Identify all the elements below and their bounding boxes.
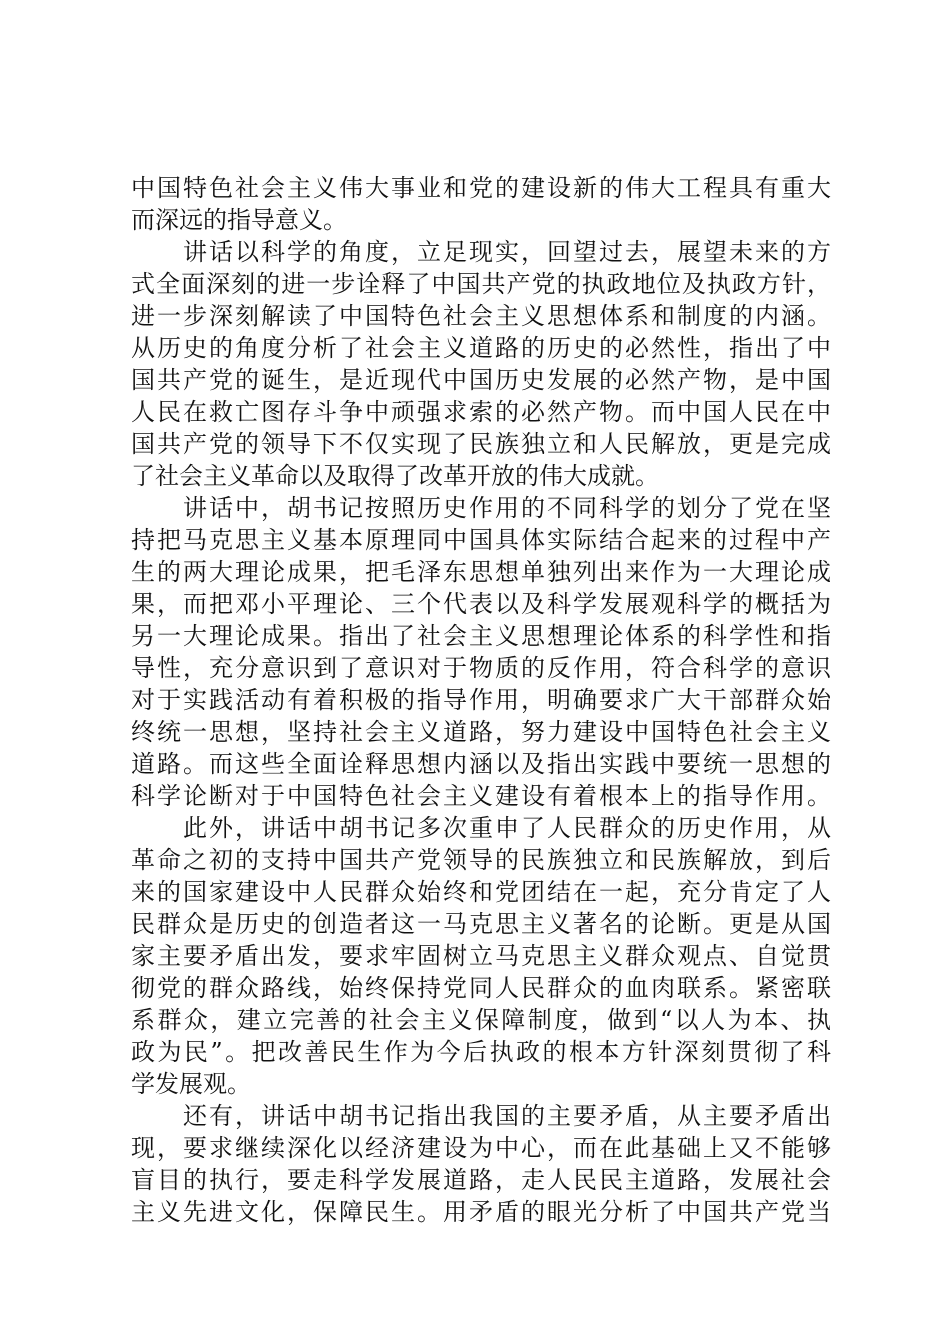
text-line: 政为民”。把改善民生作为今后执政的根本方针深刻贯彻了科 xyxy=(131,1038,831,1066)
text-line: 了社会主义革命以及取得了改革开放的伟大成就。 xyxy=(131,462,659,490)
text-line: 对于实践活动有着积极的指导作用，明确要求广大干部群众始 xyxy=(131,686,831,714)
text-line: 民群众是历史的创造者这一马克思主义著名的论断。更是从国 xyxy=(131,910,831,938)
text-line: 人民在救亡图存斗争中顽强求索的必然产物。而中国人民在中 xyxy=(131,398,831,426)
text-line: 终统一思想，坚持社会主义道路，努力建设中国特色社会主义 xyxy=(131,718,831,746)
text-line: 讲话中，胡书记按照历史作用的不同科学的划分了党在坚 xyxy=(183,494,831,522)
text-line: 此外，讲话中胡书记多次重申了人民群众的历史作用，从 xyxy=(183,814,831,842)
text-line: 现，要求继续深化以经济建设为中心，而在此基础上又不能够 xyxy=(131,1134,831,1162)
text-line: 家主要矛盾出发，要求牢固树立马克思主义群众观点、自觉贯 xyxy=(131,942,831,970)
text-line: 来的国家建设中人民群众始终和党团结在一起，充分肯定了人 xyxy=(131,878,831,906)
text-line: 还有，讲话中胡书记指出我国的主要矛盾，从主要矛盾出 xyxy=(183,1102,831,1130)
text-line: 科学论断对于中国特色社会主义建设有着根本上的指导作用。 xyxy=(131,782,831,810)
text-line: 式全面深刻的进一步诠释了中国共产党的执政地位及执政方针， xyxy=(131,270,831,298)
text-line: 进一步深刻解读了中国特色社会主义思想体系和制度的内涵。 xyxy=(131,302,831,330)
text-line: 持把马克思主义基本原理同中国具体实际结合起来的过程中产 xyxy=(131,526,831,554)
text-line: 彻党的群众路线，始终保持党同人民群众的血肉联系。紧密联 xyxy=(131,974,831,1002)
text-line: 中国特色社会主义伟大事业和党的建设新的伟大工程具有重大 xyxy=(131,174,831,202)
text-line: 而深远的指导意义。 xyxy=(131,206,347,234)
text-line: 国共产党的领导下不仅实现了民族独立和人民解放，更是完成 xyxy=(131,430,831,458)
text-line: 从历史的角度分析了社会主义道路的历史的必然性，指出了中 xyxy=(131,334,831,362)
text-line: 盲目的执行，要走科学发展道路，走人民民主道路，发展社会 xyxy=(131,1166,831,1194)
text-line: 道路。而这些全面诠释思想内涵以及指出实践中要统一思想的 xyxy=(131,750,831,778)
text-line: 学发展观。 xyxy=(131,1070,251,1098)
text-line: 另一大理论成果。指出了社会主义思想理论体系的科学性和指 xyxy=(131,622,831,650)
text-line: 果，而把邓小平理论、三个代表以及科学发展观科学的概括为 xyxy=(131,590,831,618)
text-line: 革命之初的支持中国共产党领导的民族独立和民族解放，到后 xyxy=(131,846,831,874)
text-line: 生的两大理论成果，把毛泽东思想单独列出来作为一大理论成 xyxy=(131,558,831,586)
text-line: 国共产党的诞生，是近现代中国历史发展的必然产物，是中国 xyxy=(131,366,831,394)
text-line: 主义先进文化，保障民生。用矛盾的眼光分析了中国共产党当 xyxy=(131,1198,831,1226)
text-line: 系群众，建立完善的社会主义保障制度，做到“以人为本、执 xyxy=(131,1006,831,1034)
document-body xyxy=(131,172,831,1228)
text-line: 讲话以科学的角度，立足现实，回望过去，展望未来的方 xyxy=(183,238,831,266)
text-line: 导性，充分意识到了意识对于物质的反作用，符合科学的意识 xyxy=(131,654,831,682)
